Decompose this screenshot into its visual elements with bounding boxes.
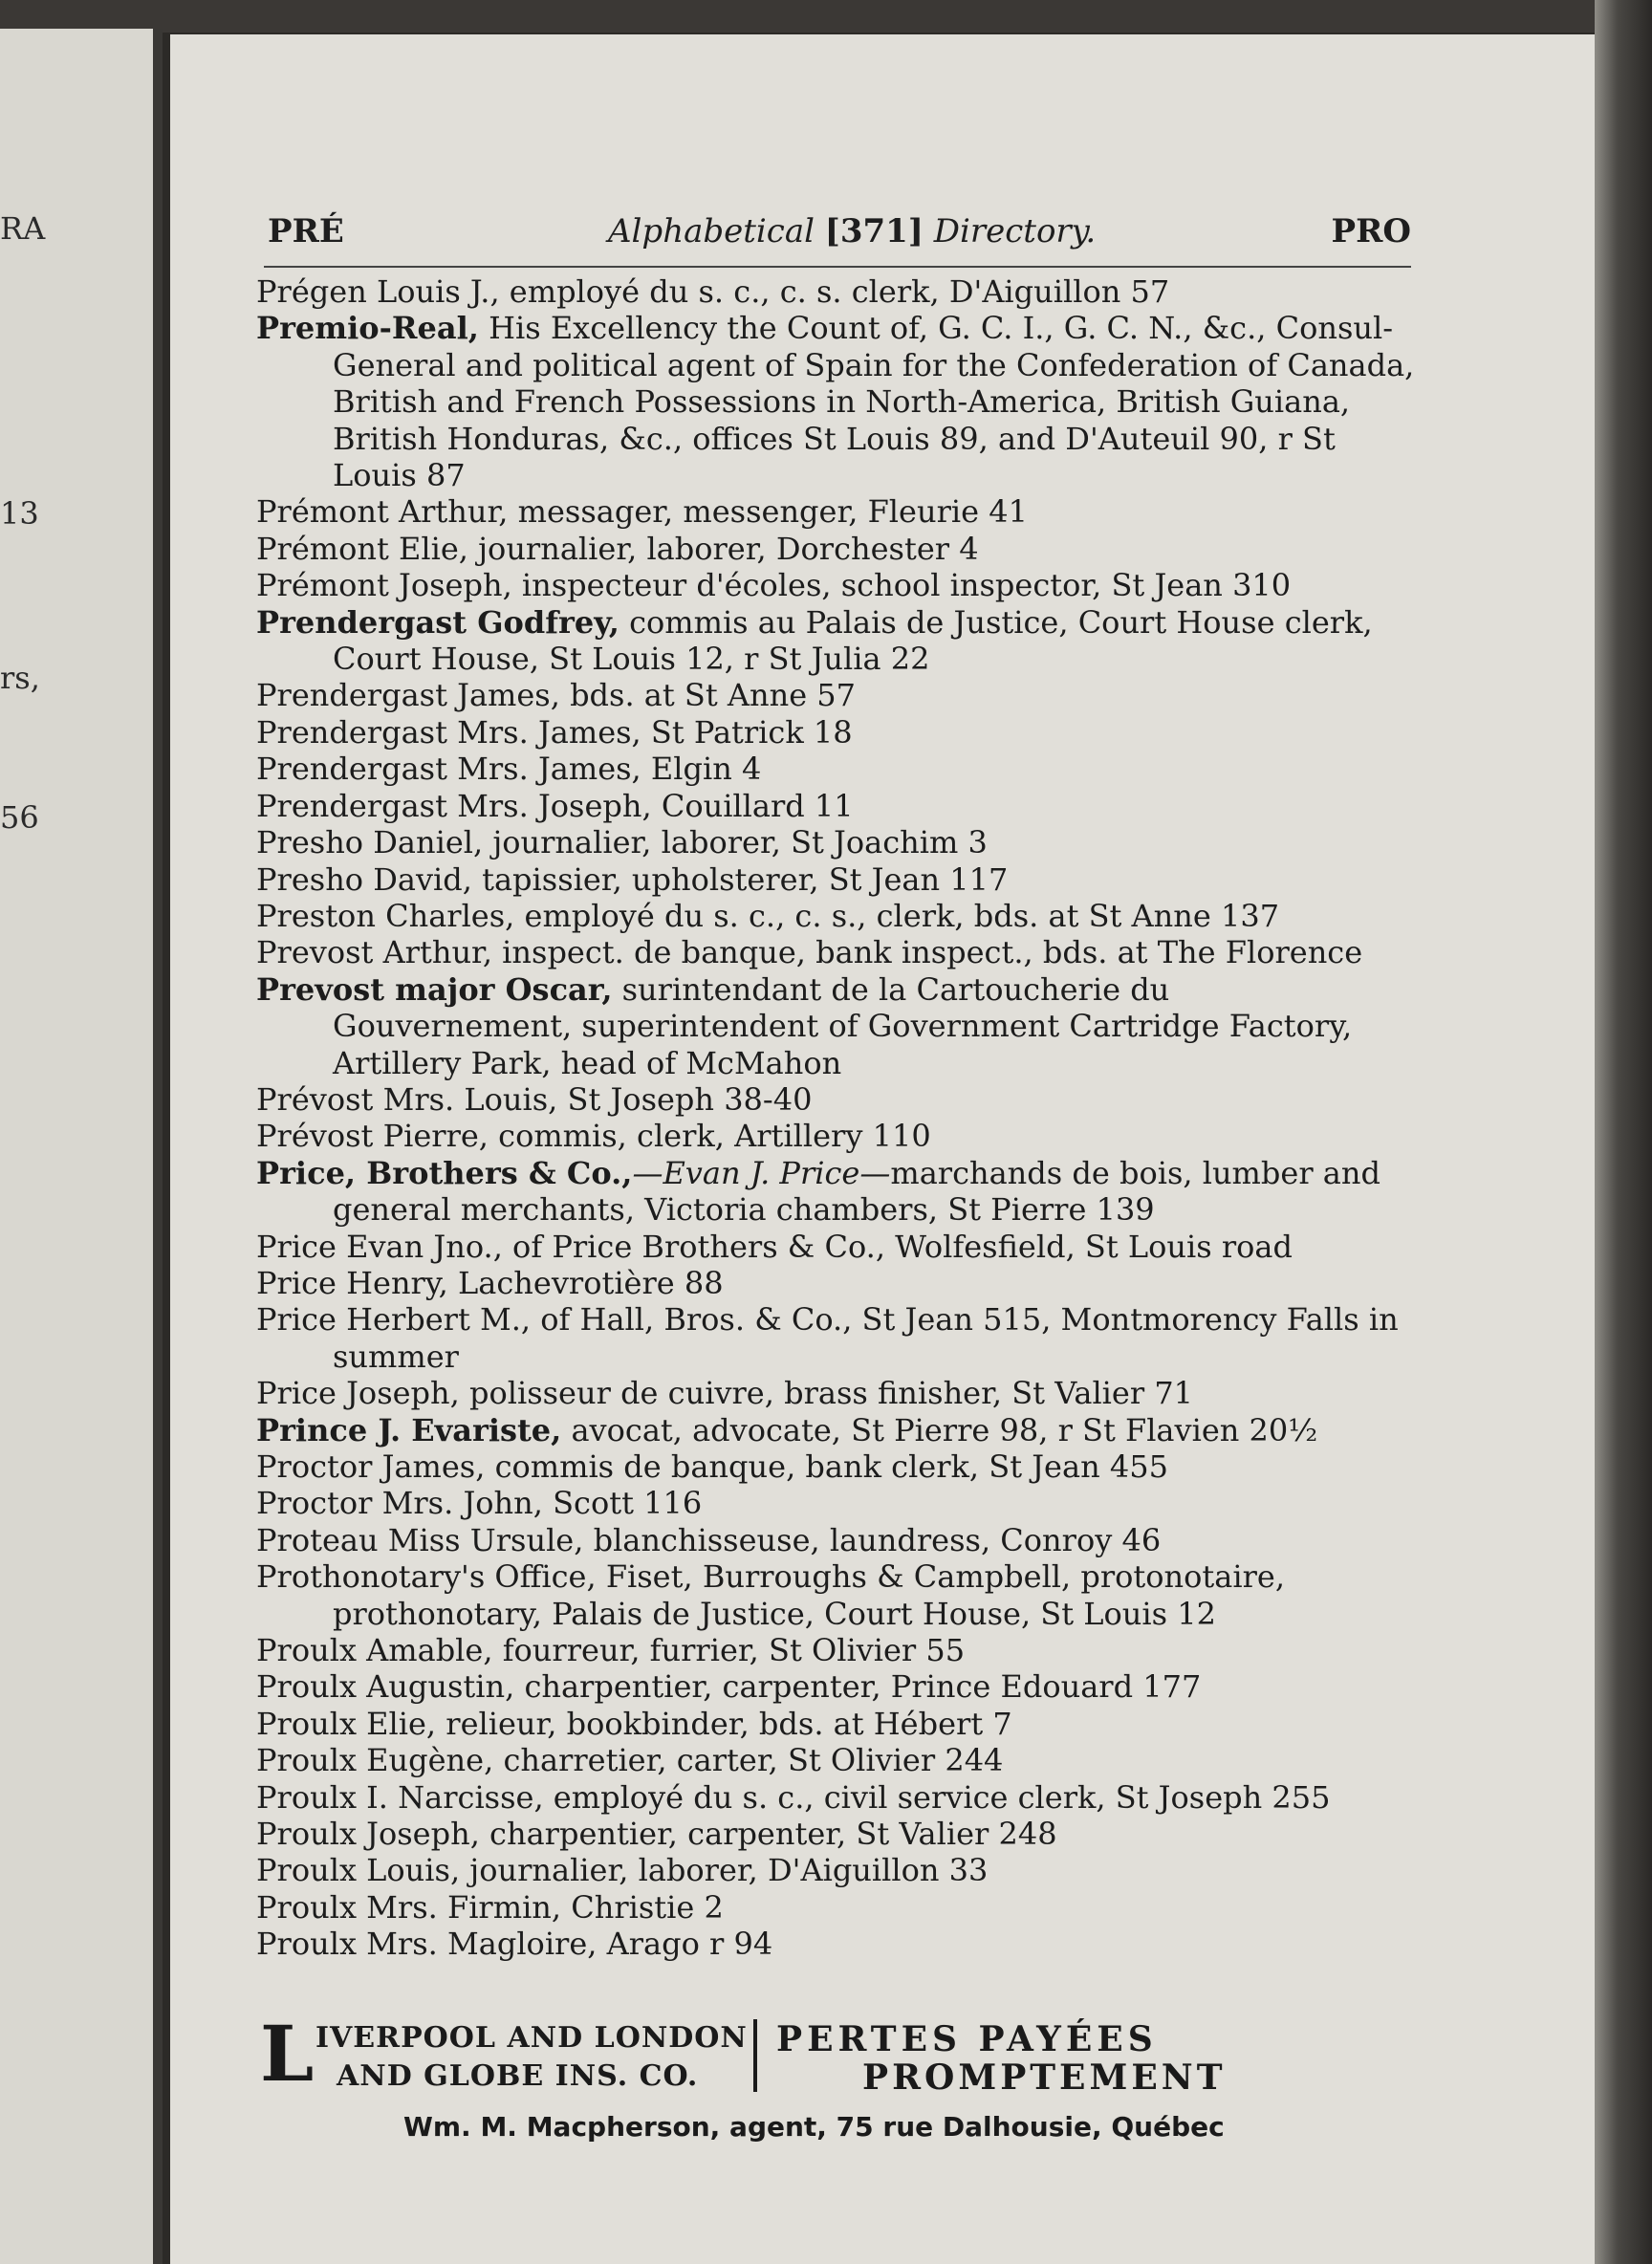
directory-entry — [256, 1889, 1415, 1926]
ad-agent-line: Wm. M. Macpherson, agent, 75 rue Dalhousie, Québec — [403, 2111, 1225, 2143]
entry-text: Proulx Eugène, charretier, carter, St Olivier 244 — [256, 1742, 1004, 1779]
directory-entry — [256, 1265, 1415, 1301]
running-header — [264, 212, 1411, 260]
entry-text: Proulx Augustin, charpentier, carpenter, Prince Edouard 177 — [256, 1668, 1202, 1706]
ad-initial: L — [260, 2009, 315, 2099]
entry-text: Prégen Louis J., employé du s. c., c. s. clerk, D'Aiguillon 57 — [256, 273, 1170, 310]
facing-page-edge — [0, 29, 163, 2264]
directory-entry — [256, 310, 1415, 493]
entry-text: Prevost Arthur, inspect. de banque, bank inspect., bds. at The Florence — [256, 934, 1363, 971]
entry-name: Prendergast Godfrey, — [256, 603, 620, 641]
entry-text: Prévost Mrs. Louis, St Joseph 38-40 — [256, 1080, 813, 1118]
ad-slogan-line-1: PERTES PAYÉES — [776, 2019, 1158, 2059]
entry-name: Prince J. Evariste, — [256, 1411, 562, 1448]
book-edge — [1595, 0, 1652, 2264]
entry-text: Presho Daniel, journalier, laborer, St Joachim 3 — [256, 824, 988, 861]
entry-name: Prevost major Oscar, — [256, 970, 613, 1008]
facing-page-fragment: 13 — [0, 495, 39, 532]
ad-slogan-line-2: PROMPTEMENT — [862, 2057, 1227, 2098]
entry-text: Prévost Pierre, commis, clerk, Artillery 110 — [256, 1118, 931, 1155]
directory-entry — [256, 824, 1415, 860]
directory-entry — [256, 531, 1415, 567]
entry-text: Price Evan Jno., of Price Brothers & Co., Wolfesfield, St Louis road — [256, 1228, 1293, 1265]
directory-entry — [256, 1301, 1415, 1375]
directory-entry — [256, 898, 1415, 934]
directory-entry — [256, 1118, 1415, 1154]
entry-text: Proulx Mrs. Magloire, Arago r 94 — [256, 1926, 773, 1963]
directory-entry — [256, 1522, 1415, 1558]
directory-entry — [256, 751, 1415, 787]
directory-entry — [256, 1852, 1415, 1888]
entry-text: Proulx Louis, journalier, laborer, D'Aiguillon 33 — [256, 1852, 989, 1889]
entry-partner: —Evan J. Price— — [632, 1154, 891, 1191]
entry-text: Presho David, tapissier, upholsterer, St Jean 117 — [256, 860, 1009, 898]
directory-entry — [256, 1155, 1415, 1229]
directory-entry — [256, 1779, 1415, 1816]
entry-text: Price Herbert M., of Hall, Bros. & Co., St Jean 515, Montmorency Falls in summer — [256, 1301, 1399, 1375]
directory-entry — [256, 1816, 1415, 1852]
directory-entry — [256, 1412, 1415, 1448]
entry-text: Proctor James, commis de banque, bank clerk, St Jean 455 — [256, 1448, 1168, 1485]
facing-page-fragment: rs, — [0, 660, 40, 696]
header-rule — [264, 266, 1411, 268]
entry-text: avocat, advocate, St Pierre 98, r St Flavien 20½ — [561, 1411, 1318, 1448]
directory-entry — [256, 493, 1415, 530]
directory-entries — [256, 273, 1415, 1963]
entry-text: Prendergast Mrs. Joseph, Couillard 11 — [256, 787, 854, 824]
directory-entry — [256, 934, 1415, 970]
header-right: PRO — [1331, 212, 1411, 250]
directory-entry — [256, 1632, 1415, 1668]
entry-text: Proulx I. Narcisse, employé du s. c., civil service clerk, St Joseph 255 — [256, 1778, 1331, 1816]
entry-text: Preston Charles, employé du s. c., c. s., clerk, bds. at St Anne 137 — [256, 897, 1280, 934]
entry-name: Premio-Real, — [256, 310, 479, 347]
advertisement — [250, 2009, 1417, 2159]
entry-text: surintendant de la Cartoucherie du Gouvernement, superintendent of Government Cartridge Factory, Artillery Park, head of McMahon — [333, 970, 1353, 1081]
directory-entry — [256, 714, 1415, 751]
entry-text: Proteau Miss Ursule, blanchisseuse, laundress, Conroy 46 — [256, 1521, 1162, 1558]
directory-entry — [256, 1742, 1415, 1778]
directory-entry — [256, 273, 1415, 310]
entry-text: Proulx Mrs. Firmin, Christie 2 — [256, 1888, 724, 1926]
entry-text: Prendergast Mrs. James, St Patrick 18 — [256, 713, 853, 751]
ad-company-line-2: AND GLOBE INS. CO. — [337, 2059, 699, 2093]
entry-text: marchands de bois, lumber and general merchants, Victoria chambers, St Pierre 139 — [333, 1154, 1380, 1229]
facing-page-fragment: 56 — [0, 799, 39, 836]
header-left: PRÉ — [268, 212, 344, 250]
ad-company-line-1: IVERPOOL AND LONDON — [315, 2021, 748, 2055]
entry-text: Proulx Amable, fourreur, furrier, St Olivier 55 — [256, 1632, 966, 1669]
scan-top-border — [0, 0, 1652, 33]
entry-text: Proulx Joseph, charpentier, carpenter, St Valier 248 — [256, 1816, 1057, 1853]
page-number: [371] — [824, 212, 924, 250]
header-center: Alphabetical [371] Directory. — [608, 212, 1097, 250]
entry-text: Price Henry, Lachevrotière 88 — [256, 1264, 724, 1301]
entry-text: His Excellency the Count of, G. C. I., G. C. N., &c., Consul-General and political agent of Spain for the Confederation of Canada, British and French Possessions in North-America, British Guiana, British Honduras, &c., offices St Louis 89, and D'Auteuil 90, r St Louis 87 — [333, 310, 1415, 494]
directory-entry — [256, 971, 1415, 1081]
directory-entry — [256, 1081, 1415, 1118]
directory-entry — [256, 1448, 1415, 1485]
entry-text: Prendergast Mrs. James, Elgin 4 — [256, 751, 762, 788]
directory-entry — [256, 1375, 1415, 1411]
entry-text: Prémont Arthur, messager, messenger, Fleurie 41 — [256, 493, 1028, 531]
directory-entry — [256, 1668, 1415, 1705]
directory-entry — [256, 861, 1415, 898]
entry-text: Proctor Mrs. John, Scott 116 — [256, 1485, 703, 1522]
directory-entry — [256, 1558, 1415, 1632]
entry-text: commis au Palais de Justice, Court House clerk, Court House, St Louis 12, r St Julia 22 — [333, 603, 1373, 678]
directory-entry — [256, 1229, 1415, 1265]
directory-entry — [256, 1706, 1415, 1742]
entry-text: Prothonotary's Office, Fiset, Burroughs & Campbell, protonotaire, prothonotary, Palais de Justice, Court House, St Louis 12 — [256, 1558, 1285, 1632]
entry-name: Price, Brothers & Co., — [256, 1154, 633, 1191]
entry-text: Prendergast James, bds. at St Anne 57 — [256, 677, 857, 714]
entry-text: Price Joseph, polisseur de cuivre, brass finisher, St Valier 71 — [256, 1375, 1194, 1412]
entry-text: Proulx Elie, relieur, bookbinder, bds. at Hébert 7 — [256, 1705, 1012, 1742]
entry-text: Prémont Elie, journalier, laborer, Dorchester 4 — [256, 530, 979, 567]
entry-text: Prémont Joseph, inspecteur d'écoles, school inspector, St Jean 310 — [256, 567, 1292, 604]
directory-entry — [256, 677, 1415, 713]
directory-entry — [256, 567, 1415, 603]
directory-entry — [256, 604, 1415, 678]
directory-entry — [256, 1485, 1415, 1521]
facing-page-fragment: RA — [0, 210, 46, 247]
directory-entry — [256, 788, 1415, 824]
directory-entry — [256, 1926, 1415, 1962]
ad-divider — [753, 2019, 757, 2092]
